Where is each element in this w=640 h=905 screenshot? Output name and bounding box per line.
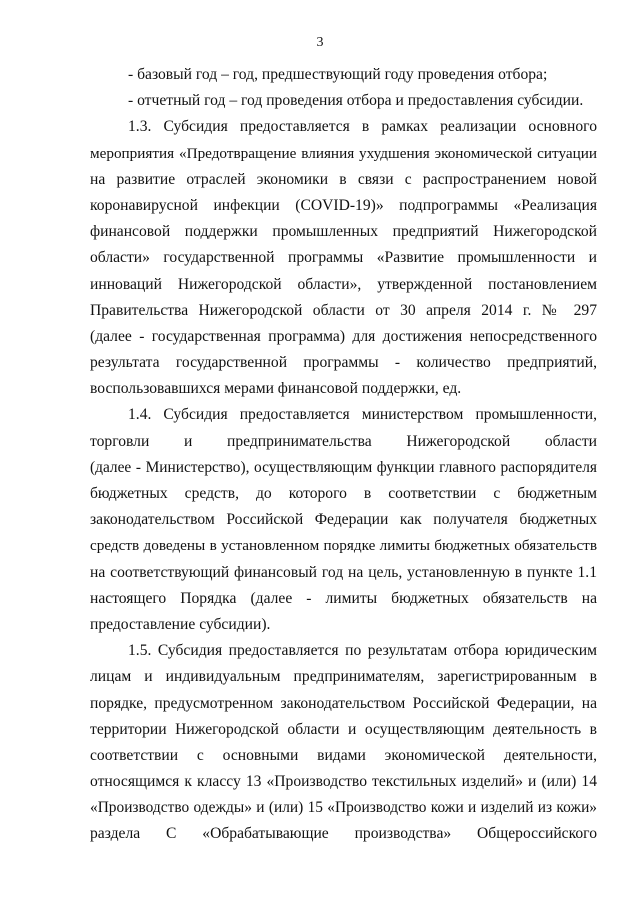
text-line: относящимся к классу 13 «Производство текстильных изделий» и (или) 14 xyxy=(90,773,597,791)
text-line: результата государственной программы - количество предприятий, xyxy=(90,354,597,372)
text-line: предоставление субсидии). xyxy=(90,615,271,633)
text-line: 1.3. Субсидия предоставляется в рамках реализации основного xyxy=(128,118,597,136)
text-line: области» государственной программы «Развитие промышленности и xyxy=(90,249,597,267)
text-line: финансовой поддержки промышленных предприятий Нижегородской xyxy=(90,223,597,241)
text-line: законодательством Российской Федерации как получателя бюджетных xyxy=(90,511,597,529)
text-line: - отчетный год – год проведения отбора и предоставления субсидии. xyxy=(128,92,584,110)
text-line: 1.4. Субсидия предоставляется министерством промышленности, xyxy=(128,406,597,424)
text-line: 1.5. Субсидия предоставляется по результатам отбора юридическим xyxy=(128,642,597,660)
text-line: на соответствующий финансовый год на цель, установленную в пункте 1.1 xyxy=(90,563,597,581)
text-line: коронавирусной инфекции (COVID-19)» подпрограммы «Реализация xyxy=(90,196,597,214)
text-line: (далее - Министерство), осуществляющим функции главного распорядителя xyxy=(90,458,597,476)
text-line: соответствии с основными видами экономической деятельности, xyxy=(90,746,597,764)
text-line: торговли и предпринимательства Нижегородской области xyxy=(90,432,597,450)
text-line: воспользовавшихся мерами финансовой поддержки, ед. xyxy=(90,380,462,398)
text-line: настоящего Порядка (далее - лимиты бюджетных обязательств на xyxy=(90,589,597,607)
text-line: на развитие отраслей экономики в связи с распространением новой xyxy=(90,170,597,188)
text-line: средств доведены в установленном порядке лимиты бюджетных обязательств xyxy=(90,537,597,555)
text-line: (далее - государственная программа) для достижения непосредственного xyxy=(90,327,597,345)
document-body xyxy=(90,62,597,848)
text-line: - базовый год – год, предшествующий году проведения отбора; xyxy=(128,66,548,83)
text-line: «Производство одежды» и (или) 15 «Производство кожи и изделий из кожи» xyxy=(90,799,597,817)
page-number: 3 xyxy=(316,35,324,50)
text-line: Правительства Нижегородской области от 30 апреля 2014 г. № 297 xyxy=(90,301,597,319)
text-line: раздела С «Обрабатывающие производства» Общероссийского xyxy=(90,825,597,843)
text-line: инноваций Нижегородской области», утвержденной постановлением xyxy=(90,275,597,293)
text-line: территории Нижегородской области и осуществляющим деятельность в xyxy=(90,720,597,738)
text-line: порядке, предусмотренном законодательством Российской Федерации, на xyxy=(90,694,597,712)
text-line: мероприятия «Предотвращение влияния ухудшения экономической ситуации xyxy=(90,144,597,162)
text-line: бюджетных средств, до которого в соответствии с бюджетным xyxy=(90,485,597,502)
text-line: лицам и индивидуальным предпринимателям, зарегистрированным в xyxy=(90,668,597,686)
